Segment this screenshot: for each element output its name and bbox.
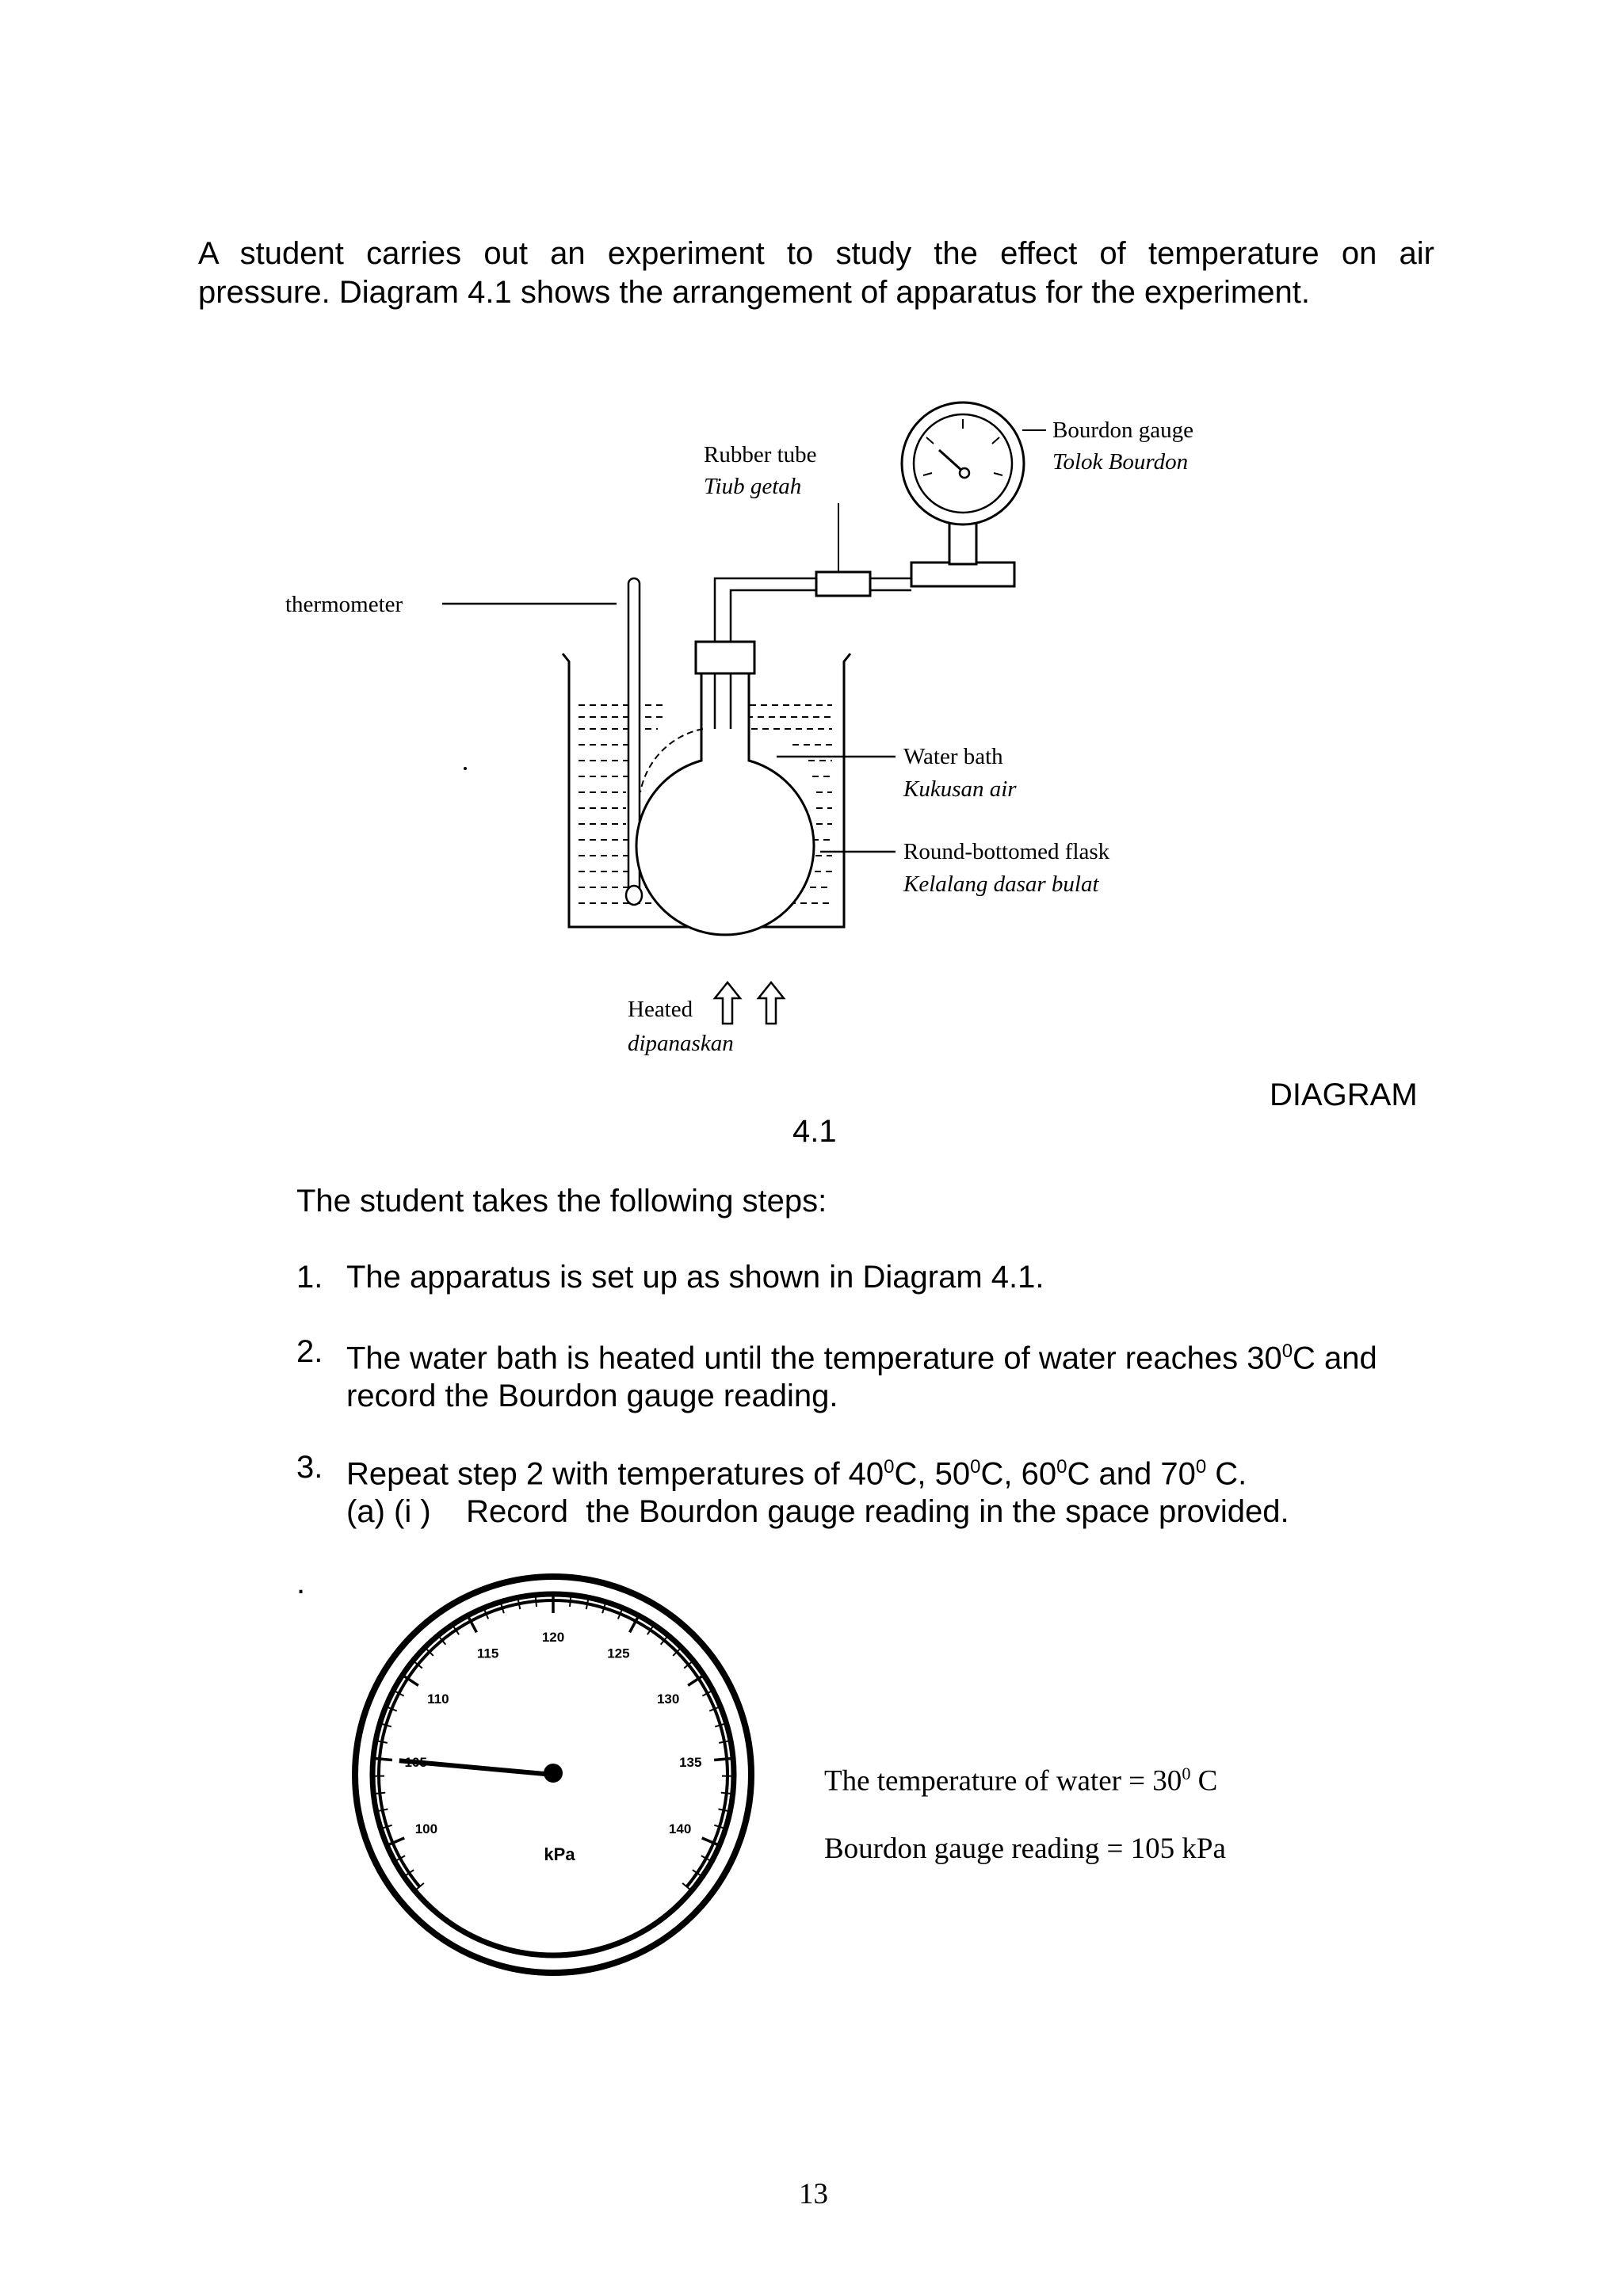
gauge-minor-tick xyxy=(375,1793,385,1794)
result-reading: Bourdon gauge reading = 105 kPa xyxy=(824,1833,1226,1865)
steps-intro: The student takes the following steps: xyxy=(296,1184,827,1219)
gauge-minor-tick xyxy=(536,1596,537,1607)
label-heated-en: Heated xyxy=(628,997,693,1022)
step-number: 2. xyxy=(296,1334,323,1369)
label-flask-en: Round-bottomed flask xyxy=(903,839,1110,864)
label-waterbath-en: Water bath xyxy=(903,744,1003,769)
gauge-tick-label: 110 xyxy=(427,1691,449,1707)
step-number: 3. xyxy=(296,1450,323,1485)
step-text: The water bath is heated until the temperature of water reaches $30^0C$ and record the Bourdon gauge reading. xyxy=(346,1341,1377,1414)
gauge-tick-label: 125 xyxy=(607,1646,630,1661)
page-number: 13 xyxy=(799,2178,828,2210)
stray-dot: . xyxy=(296,1566,306,1600)
gauge-tick-label: 140 xyxy=(668,1821,692,1837)
gauge-tick-label: 135 xyxy=(679,1755,702,1771)
apparatus-diagram xyxy=(269,349,1252,1077)
label-thermometer: thermometer xyxy=(285,592,403,617)
label-rubber-ms: Tiub getah xyxy=(704,474,802,499)
label-bourdon-en: Bourdon gauge xyxy=(1052,418,1193,443)
diagram-caption: DIAGRAM xyxy=(1270,1077,1418,1112)
gauge-unit: kPa xyxy=(544,1844,575,1864)
step-text: The apparatus is set up as shown in Diagram 4.1. xyxy=(346,1260,1044,1295)
step-text: Repeat step 2 with temperatures of $40^0C$, $50^0C$, $60^0C$ and $70^0$ C. (a) (i ) Record the Bourdon gauge reading in the space provided. xyxy=(346,1456,1289,1530)
gauge-minor-tick xyxy=(570,1596,571,1607)
gauge-tick-label: 115 xyxy=(476,1646,499,1661)
rubber-tube xyxy=(816,572,870,596)
label-bourdon-ms: Tolok Bourdon xyxy=(1052,449,1189,475)
intro-line-2: pressure. Diagram 4.1 shows the arrangement of apparatus for the experiment. xyxy=(198,275,1310,310)
intro-line-1: A student carries out an experiment to study the effect of temperature on air xyxy=(198,236,1434,271)
gauge-pivot xyxy=(544,1764,563,1783)
label-waterbath-ms: Kukusan air xyxy=(903,776,1017,802)
result-temperature: The temperature of water = $30^0$ C xyxy=(824,1764,1218,1798)
step-number: 1. xyxy=(296,1260,323,1295)
gauge-tick-label: 120 xyxy=(541,1630,565,1645)
pressure-gauge xyxy=(339,1561,767,1989)
heat-arrows xyxy=(715,982,784,1024)
label-rubber-en: Rubber tube xyxy=(704,442,817,467)
round-bottomed-flask xyxy=(636,642,814,935)
label-heated-ms: dipanaskan xyxy=(628,1031,734,1056)
gauge-tick-label: 100 xyxy=(414,1821,438,1837)
intro-paragraph xyxy=(198,235,1434,312)
gauge-tick-label: 130 xyxy=(656,1691,680,1707)
bourdon-gauge xyxy=(902,402,1024,586)
diagram-caption-number: 4.1 xyxy=(792,1114,837,1149)
label-flask-ms: Kelalang dasar bulat xyxy=(903,871,1099,897)
gauge-major-tick xyxy=(714,1758,731,1760)
gauge-major-tick xyxy=(375,1758,392,1760)
gauge-minor-tick xyxy=(721,1793,731,1794)
